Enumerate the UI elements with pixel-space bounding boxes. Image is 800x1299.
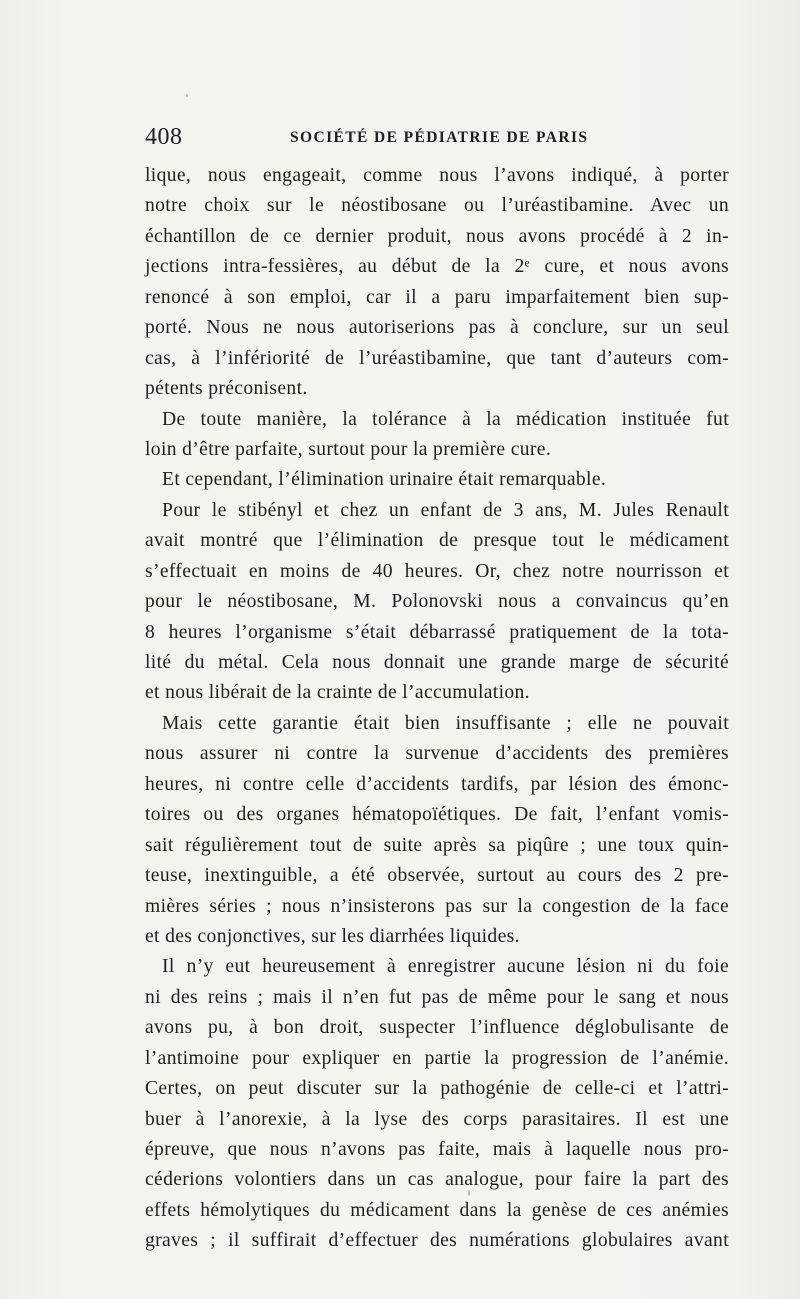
text-line: lité du métal. Cela nous donnait une grande marge de sécurité (145, 652, 729, 673)
text-line: épreuve, que nous n’avons pas faite, mais à laquelle nous pro- (145, 1139, 729, 1160)
text-line: nous assurer ni contre la survenue d’accidents des premières (145, 743, 729, 765)
text-line: Pour le stibényl et chez un enfant de 3 ans, M. Jules Renault (162, 499, 729, 521)
text-line: avons pu, à bon droit, suspecter l’influence déglobulisante de (145, 1017, 729, 1039)
text-line: et des conjonctives, sur les diarrhées liquides. (145, 925, 520, 947)
paper-speck (468, 1190, 470, 1196)
text-line: heures, ni contre celle d’accidents tardifs, par lésion des émonc- (145, 773, 729, 795)
text-line: cas, à l’infériorité de l’uréastibamine, que tant d’auteurs com- (145, 347, 729, 369)
text-line: 8 heures l’organisme s’était débarrassé pratiquement de la tota- (145, 621, 729, 643)
running-head: SOCIÉTÉ DE PÉDIATRIE DE PARIS (290, 129, 589, 146)
text-line: l’antimoine pour expliquer en partie la progression de l’anémie. (145, 1047, 729, 1069)
text-line: loin d’être parfaite, surtout pour la première cure. (145, 438, 552, 460)
text-line: Certes, on peut discuter sur la pathogénie de celle-ci et l’attri- (145, 1078, 729, 1100)
text-line: Et cependant, l’élimination urinaire était remarquable. (162, 469, 607, 491)
text-line: notre choix sur le néostibosane ou l’uréastibamine. Avec un (145, 195, 729, 217)
text-line: mières séries ; nous n’insisterons pas sur la congestion de la face (145, 895, 729, 917)
text-line: Il n’y eut heureusement à enregistrer aucune lésion ni du foie (162, 956, 729, 978)
text-line: avait montré que l’élimination de presque tout le médicament (145, 530, 729, 552)
page-header (145, 122, 729, 152)
text-line: teuse, inextinguible, a été observée, surtout au cours des 2 pre- (145, 865, 729, 887)
text-line: sait régulièrement tout de suite après sa piqûre ; une toux quin- (145, 834, 729, 856)
text-line: ni des reins ; mais il n’en fut pas de même pour le sang et nous (145, 986, 729, 1008)
text-line: et nous libérait de la crainte de l’accumulation. (145, 682, 530, 704)
text-line: porté. Nous ne nous autoriserions pas à conclure, sur un seul (145, 317, 729, 339)
text-line: effets hémolytiques du médicament dans la genèse de ces anémies (145, 1199, 729, 1221)
text-line: jections intra-fessières, au début de la 2ᵉ cure, et nous avons (145, 256, 729, 278)
text-line: pétents préconisent. (145, 378, 308, 400)
text-line: lique, nous engageait, comme nous l’avons indiqué, à porter (145, 165, 729, 186)
text-line: s’effectuait en moins de 40 heures. Or, chez notre nourrisson et (145, 560, 729, 582)
text-line: échantillon de ce dernier produit, nous avons procédé à 2 in- (145, 225, 729, 247)
text-line: pour le néostibosane, M. Polonovski nous a convaincus qu’en (145, 591, 729, 613)
paper-speck (186, 94, 188, 97)
text-line: céderions volontiers dans un cas analogue, pour faire la part des (145, 1169, 729, 1191)
text-line: Mais cette garantie était bien insuffisante ; elle ne pouvait (162, 712, 729, 734)
text-line: renoncé à son emploi, car il a paru imparfaitement bien sup- (145, 286, 729, 308)
text-line: buer à l’anorexie, à la lyse des corps parasitaires. Il est une (145, 1108, 729, 1130)
page-number: 408 (145, 124, 183, 150)
text-line: graves ; il suffirait d’effectuer des numérations globulaires avant (145, 1230, 729, 1252)
body-text (145, 161, 729, 1257)
text-line: De toute manière, la tolérance à la médication instituée fut (162, 408, 729, 430)
text-line: toires ou des organes hématopoïétiques. De fait, l’enfant vomis- (145, 804, 729, 826)
